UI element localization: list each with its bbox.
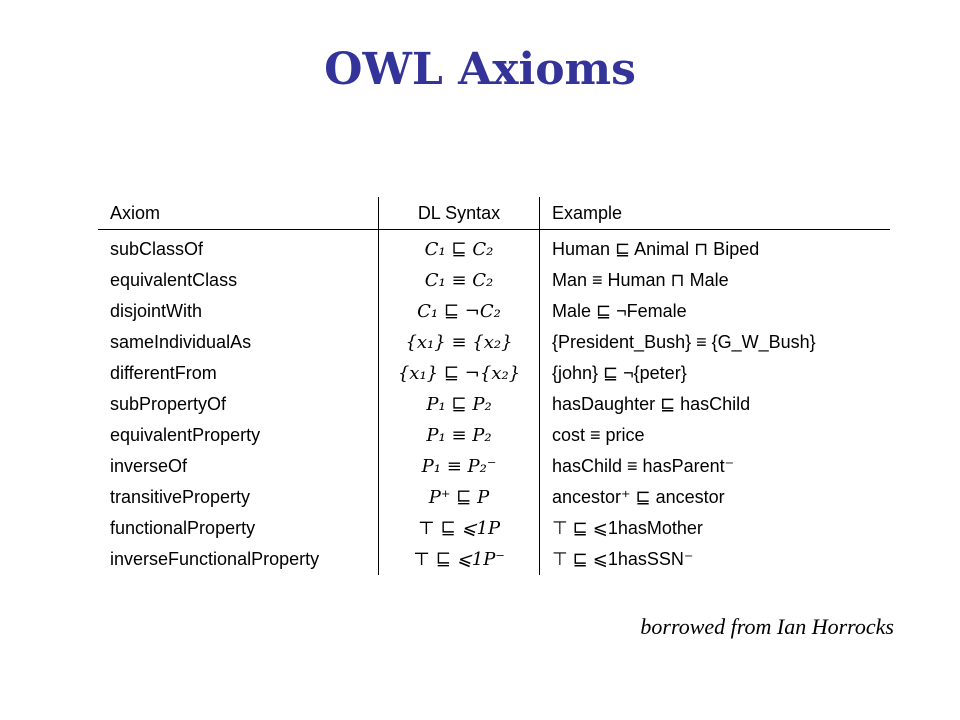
table-row xyxy=(98,482,890,513)
axiom-cell: functionalProperty xyxy=(110,518,256,538)
table-row xyxy=(98,327,890,358)
table-row xyxy=(98,296,890,327)
header-dl-syntax: DL Syntax xyxy=(379,197,540,230)
header-axiom: Axiom xyxy=(98,197,379,230)
example-cell: hasChild ≡ hasParent⁻ xyxy=(540,451,891,482)
axiom-cell: subPropertyOf xyxy=(110,394,227,414)
table-row xyxy=(98,230,890,266)
axiom-cell: sameIndividualAs xyxy=(110,332,252,352)
example-cell: hasDaughter ⊑ hasChild xyxy=(540,389,891,420)
table-row xyxy=(98,420,890,451)
example-cell: cost ≡ price xyxy=(540,420,891,451)
axiom-cell: equivalentProperty xyxy=(110,425,261,445)
dl-syntax-cell: P⁺ ⊑ P xyxy=(379,482,540,513)
dl-syntax-cell: {x₁} ≡ {x₂} xyxy=(379,327,540,358)
table-row xyxy=(98,389,890,420)
dl-syntax-cell: C₁ ⊑ C₂ xyxy=(379,230,540,266)
axiom-cell: differentFrom xyxy=(110,363,217,383)
dl-syntax-cell: {x₁} ⊑ ¬{x₂} xyxy=(379,358,540,389)
axiom-cell: inverseOf xyxy=(110,456,188,476)
axiom-cell: inverseFunctionalProperty xyxy=(110,549,320,569)
example-cell: Human ⊑ Animal ⊓ Biped xyxy=(540,230,891,266)
example-cell: Man ≡ Human ⊓ Male xyxy=(540,265,891,296)
table-header-row xyxy=(98,197,890,230)
example-cell: {President_Bush} ≡ {G_W_Bush} xyxy=(540,327,891,358)
example-cell: ⊤ ⊑ ⩽1hasMother xyxy=(540,513,891,544)
axiom-cell: disjointWith xyxy=(110,301,203,321)
attribution: borrowed from Ian Horrocks xyxy=(640,614,894,639)
example-cell: ⊤ ⊑ ⩽1hasSSN⁻ xyxy=(540,544,891,575)
table-row xyxy=(98,513,890,544)
axiom-cell: transitiveProperty xyxy=(110,487,251,507)
axiom-cell: equivalentClass xyxy=(110,270,238,290)
example-cell: {john} ⊑ ¬{peter} xyxy=(540,358,891,389)
dl-syntax-cell: P₁ ⊑ P₂ xyxy=(379,389,540,420)
table-row xyxy=(98,265,890,296)
header-example: Example xyxy=(540,197,891,230)
axiom-table xyxy=(98,197,890,575)
dl-syntax-cell: C₁ ≡ C₂ xyxy=(379,265,540,296)
table-row xyxy=(98,544,890,575)
dl-syntax-cell: ⊤ ⊑ ⩽1P⁻ xyxy=(379,544,540,575)
table-row xyxy=(98,358,890,389)
dl-syntax-cell: P₁ ≡ P₂ xyxy=(379,420,540,451)
slide-title: OWL Axioms xyxy=(324,44,636,95)
table-row xyxy=(98,451,890,482)
dl-syntax-cell: P₁ ≡ P₂⁻ xyxy=(379,451,540,482)
dl-syntax-cell: C₁ ⊑ ¬C₂ xyxy=(379,296,540,327)
dl-syntax-cell: ⊤ ⊑ ⩽1P xyxy=(379,513,540,544)
example-cell: Male ⊑ ¬Female xyxy=(540,296,891,327)
axiom-cell: subClassOf xyxy=(110,239,204,259)
example-cell: ancestor⁺ ⊑ ancestor xyxy=(540,482,891,513)
